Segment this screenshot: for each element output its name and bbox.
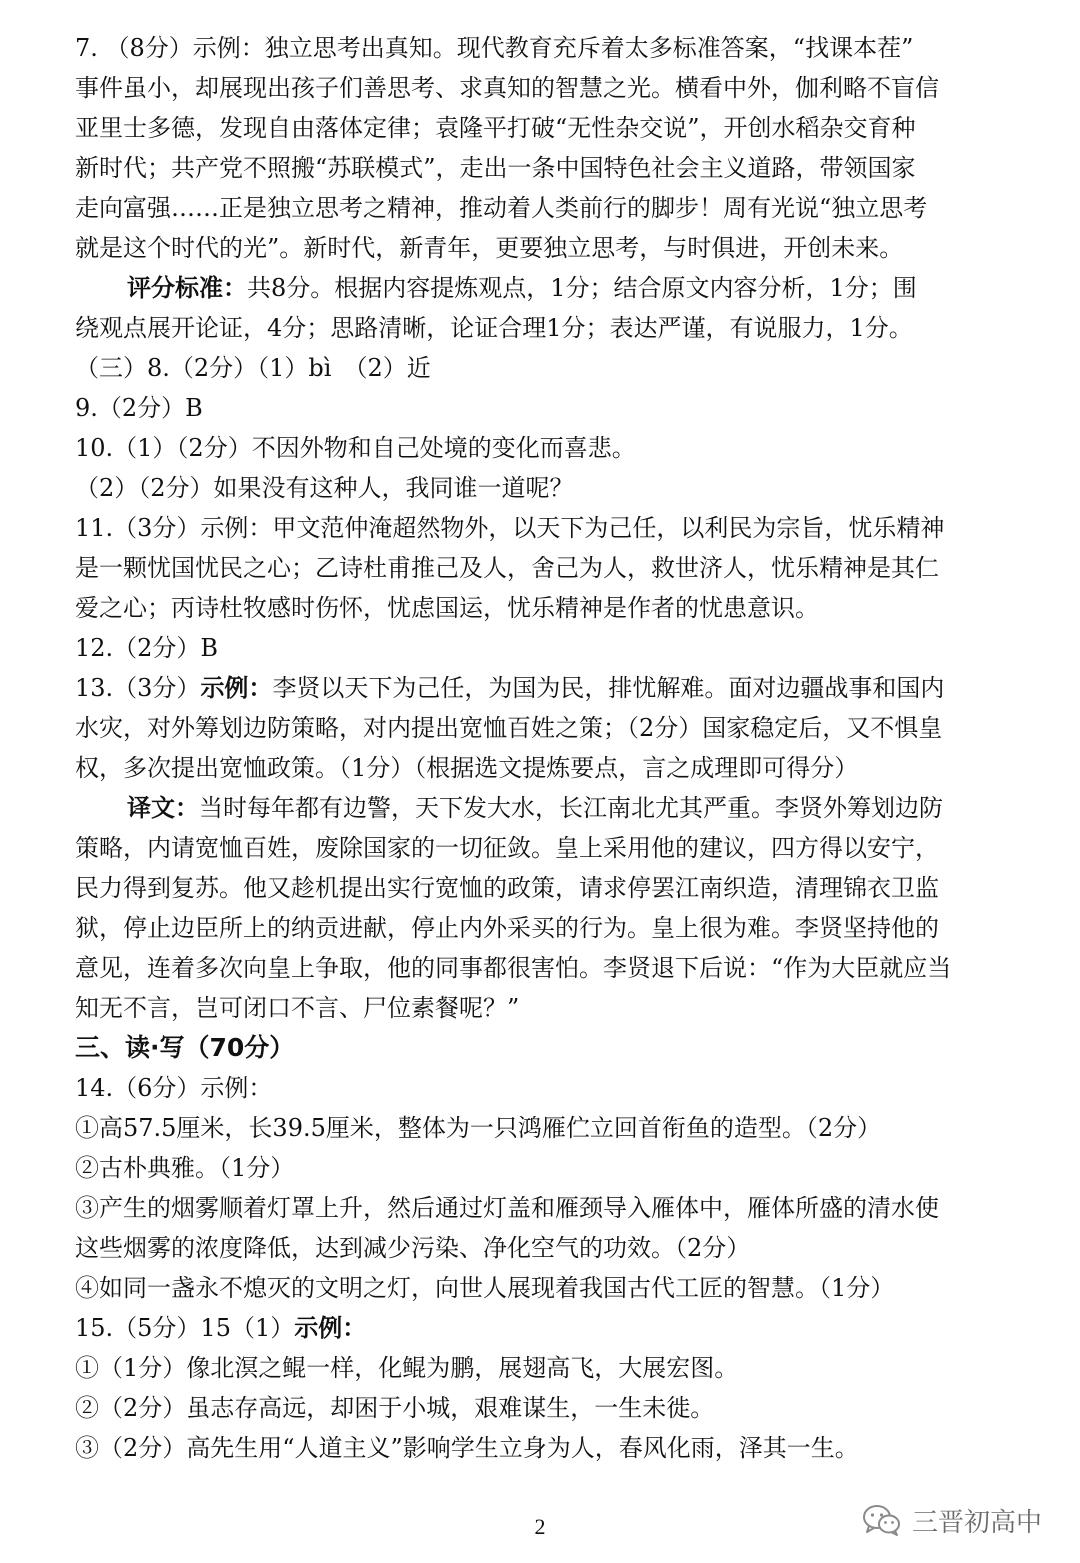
- q7-criteria-line-2: 绕观点展开论证，4分；思路清晰，论证合理1分；表达严谨，有说服力，1分。: [75, 314, 913, 342]
- q14-title: 14.（6分）示例：: [75, 1074, 273, 1102]
- q13-line-2: 水灾，对外筹划边防策略，对内提出宽恤百姓之策；（2分）国家稳定后，又不惧皇: [75, 714, 943, 742]
- q11-line-1: 11.（3分）示例：甲文范仲淹超然物外，以天下为己任，以利民为宗旨，忧乐精神: [75, 514, 945, 542]
- q14-item-3-line-2: 这些烟雾的浓度降低，达到减少污染、净化空气的功效。（2分）: [75, 1234, 751, 1262]
- q15-item-2: ②（2分）虽志存高远，却困于小城，艰难谋生，一生未徙。: [75, 1394, 715, 1422]
- q15-item-3: ③（2分）高先生用“人道主义”影响学生立身为人，春风化雨，泽其一生。: [75, 1434, 859, 1462]
- section-3-heading: 三、读·写（70分）: [75, 1033, 295, 1062]
- q13-line-1-text: 李贤以天下为己任，为国为民，排忧解难。面对边疆战事和国内: [272, 674, 945, 702]
- wechat-icon: [862, 1503, 902, 1537]
- q13-prefix: 13.（3分）: [75, 674, 201, 702]
- q7-line-4: 新时代；共产党不照搬“苏联模式”，走出一条中国特色社会主义道路，带领国家: [75, 154, 916, 182]
- q7-line-6: 就是这个时代的光”。新时代，新青年，更要独立思考，与时俱进，开创未来。: [75, 234, 904, 262]
- q9-answer: 9.（2分）B: [75, 394, 203, 422]
- q8-answer: （三）8.（2分）（1）bì （2）近: [75, 354, 431, 382]
- q13-translation-line-2: 策略，内请宽恤百姓，废除国家的一切征敛。皇上采用他的建议，四方得以安宁，: [75, 834, 939, 862]
- q7-criteria-line-1: [75, 268, 1010, 308]
- q14-item-1: ①高57.5厘米，长39.5厘米，整体为一只鸿雁伫立回首衔鱼的造型。（2分）: [75, 1114, 882, 1142]
- q14-item-3-line-1: ③产生的烟雾顺着灯罩上升，然后通过灯盖和雁颈导入雁体中，雁体所盛的清水使: [75, 1194, 939, 1222]
- q11-line-2: 是一颗忧国忧民之心；乙诗杜甫推己及人，舍己为人，救世济人，忧乐精神是其仁: [75, 554, 939, 582]
- translation-first: 当时每年都有边警，天下发大水，长江南北尤其严重。李贤外筹划边防: [199, 794, 943, 822]
- q13-example-label: 示例：: [200, 674, 273, 702]
- q10-answer-1: 10.（1）（2分）不因外物和自己处境的变化而喜悲。: [75, 434, 636, 462]
- q13-translation-line-5: 意见，连着多次向皇上争取，他的同事都很害怕。李贤退下后说：“作为大臣就应当: [75, 954, 952, 982]
- q10-answer-2: （2）（2分）如果没有这种人，我同谁一道呢？: [75, 474, 574, 502]
- q15-example-label: 示例：: [294, 1314, 367, 1342]
- q7-line-1: 7. （8分）示例：独立思考出真知。现代教育充斥着太多标准答案，“找课本茬”: [75, 34, 914, 62]
- criteria-text: 共8分。根据内容提炼观点，1分；结合原文内容分析，1分；围: [247, 274, 917, 302]
- q15-prefix: 15.（5分）15（1）: [75, 1314, 295, 1342]
- q13-line-3: 权，多次提出宽恤政策。（1分）（根据选文提炼要点，言之成理即可得分）: [75, 754, 859, 782]
- q7-line-2: 事件虽小，却展现出孩子们善思考、求真知的智慧之光。横看中外，伽利略不盲信: [75, 74, 939, 102]
- answer-page: [75, 28, 1010, 1468]
- q11-line-3: 爱之心；丙诗杜牧感时伤怀，忧虑国运，忧乐精神是作者的忧患意识。: [75, 594, 819, 622]
- q13-translation-line-3: 民力得到复苏。他又趁机提出实行宽恤的政策，请求停罢江南织造，清理锦衣卫监: [75, 874, 939, 902]
- q14-item-4: ④如同一盏永不熄灭的文明之灯，向世人展现着我国古代工匠的智慧。（1分）: [75, 1274, 895, 1302]
- watermark: [862, 1500, 1042, 1540]
- watermark-text: 三晋初高中: [911, 1507, 1042, 1538]
- q13-translation-line-6: 知无不言，岂可闭口不言、尸位素餐呢？”: [75, 994, 520, 1022]
- q13-translation-line-4: 狱，停止边臣所上的纳贡进献，停止内外采买的行为。皇上很为难。李贤坚持他的: [75, 914, 939, 942]
- q12-answer: 12.（2分）B: [75, 634, 219, 662]
- translation-label: 译文：: [127, 794, 199, 822]
- q7-line-5: 走向富强……正是独立思考之精神，推动着人类前行的脚步！周有光说“独立思考: [75, 194, 928, 222]
- q7-line-3: 亚里士多德，发现自由落体定律；袁隆平打破“无性杂交说”，开创水稻杂交育种: [75, 114, 916, 142]
- q14-item-2: ②古朴典雅。（1分）: [75, 1154, 295, 1182]
- q13-translation-line-1: [75, 788, 1010, 828]
- page-number: 2: [534, 1514, 546, 1539]
- q15-title: [75, 1308, 1010, 1348]
- q15-item-1: ①（1分）像北溟之鲲一样，化鲲为鹏，展翅高飞，大展宏图。: [75, 1354, 739, 1382]
- criteria-label: 评分标准：: [127, 274, 247, 302]
- q13-line-1: [75, 668, 1010, 708]
